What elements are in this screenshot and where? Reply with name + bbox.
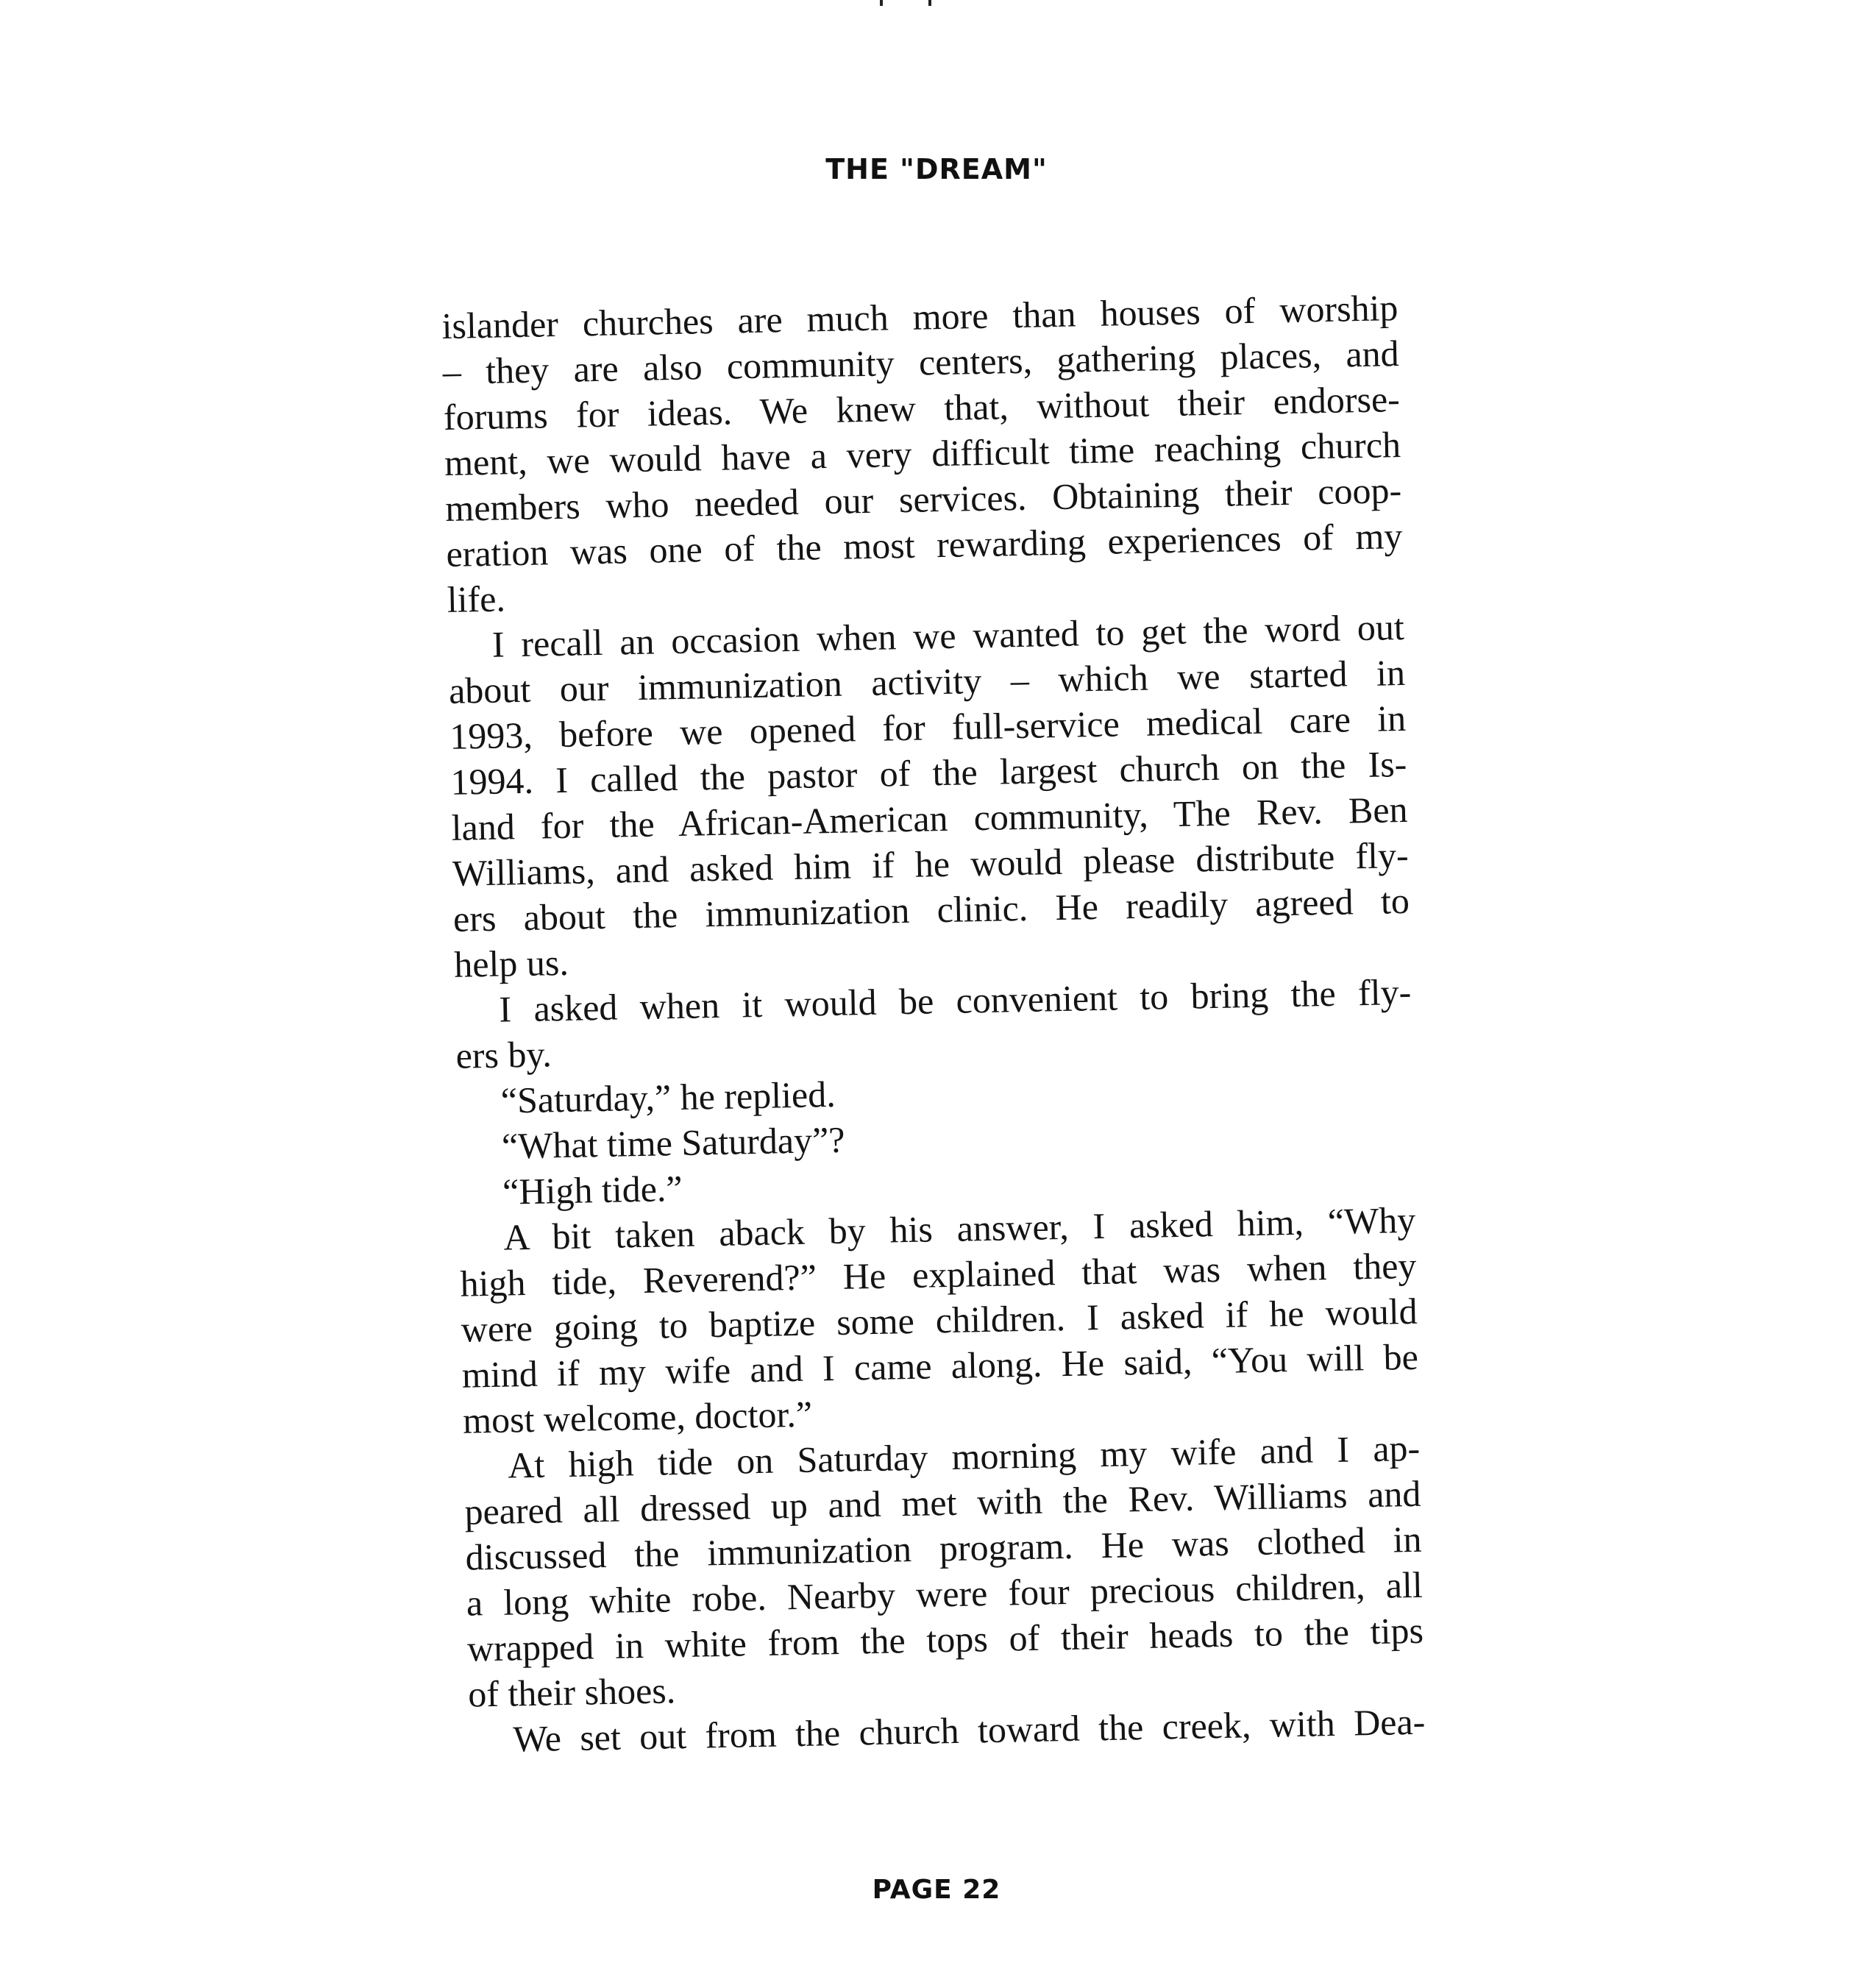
body-line: – they are also community centers, gathering places, and: [442, 333, 1400, 392]
body-line: forums for ideas. We knew that, without their endorse-: [443, 378, 1401, 438]
body-text: [441, 285, 1426, 1763]
body-line: ers by.: [455, 1033, 552, 1076]
body-line: land for the African-American community, The Rev. Ben: [451, 788, 1408, 848]
body-line: about our immunization activity – which we started in: [448, 651, 1406, 711]
body-line: were going to baptize some children. I asked if he would: [461, 1290, 1418, 1350]
body-line: ment, we would have a very difficult time reaching church: [444, 424, 1401, 483]
body-line: a long white robe. Nearby were four precious children, all: [466, 1563, 1424, 1624]
body-line: members who needed our services. Obtaining their coop-: [444, 469, 1402, 529]
body-line: peared all dressed up and met with the Rev. Williams and: [464, 1472, 1421, 1533]
dialogue-line: “High tide.”: [502, 1167, 683, 1213]
body-line: islander churches are much more than houses of worship: [441, 287, 1398, 347]
body-line: help us.: [453, 941, 569, 985]
paragraph-start-line: At high tide on Saturday morning my wife and I ap-: [507, 1427, 1421, 1486]
body-line: ers about the immunization clinic. He readily agreed to: [452, 879, 1410, 940]
body-line: of their shoes.: [467, 1669, 676, 1715]
paragraph-start-line: I recall an occasion when we wanted to get the word out: [491, 606, 1405, 665]
body-line: wrapped in white from the tops of their heads to the tips: [466, 1609, 1424, 1669]
dialogue-line: “What time Saturday”?: [501, 1118, 845, 1167]
running-head-title: THE "DREAM": [825, 153, 1048, 185]
body-line: mind if my wife and I came along. He said, “You will be: [461, 1335, 1419, 1396]
body-line: 1994. I called the pastor of the largest church on the Is-: [449, 742, 1407, 803]
scan-crop-mark: [880, 0, 934, 7]
body-line: most welcome, doctor.”: [462, 1393, 813, 1441]
body-line: eration was one of the most rewarding experiences of my: [446, 514, 1403, 575]
body-line: high tide, Reverend?” He explained that was when they: [460, 1244, 1417, 1304]
body-line: Williams, and asked him if he would please distribute fly-: [452, 834, 1410, 894]
dialogue-line: “Saturday,” he replied.: [500, 1073, 836, 1121]
body-line: life.: [447, 578, 506, 620]
paragraph-start-line: I asked when it would be convenient to bring the fly-: [498, 970, 1412, 1030]
paragraph-start-line: We set out from the church toward the creek, with Dea-: [512, 1700, 1426, 1760]
body-line: 1993, before we opened for full-service medical care in: [449, 697, 1407, 757]
paragraph-start-line: A bit taken aback by his answer, I asked him, “Why: [502, 1199, 1416, 1258]
body-line: discussed the immunization program. He was clothed in: [465, 1518, 1423, 1578]
page-number: PAGE 22: [872, 1875, 1001, 1905]
